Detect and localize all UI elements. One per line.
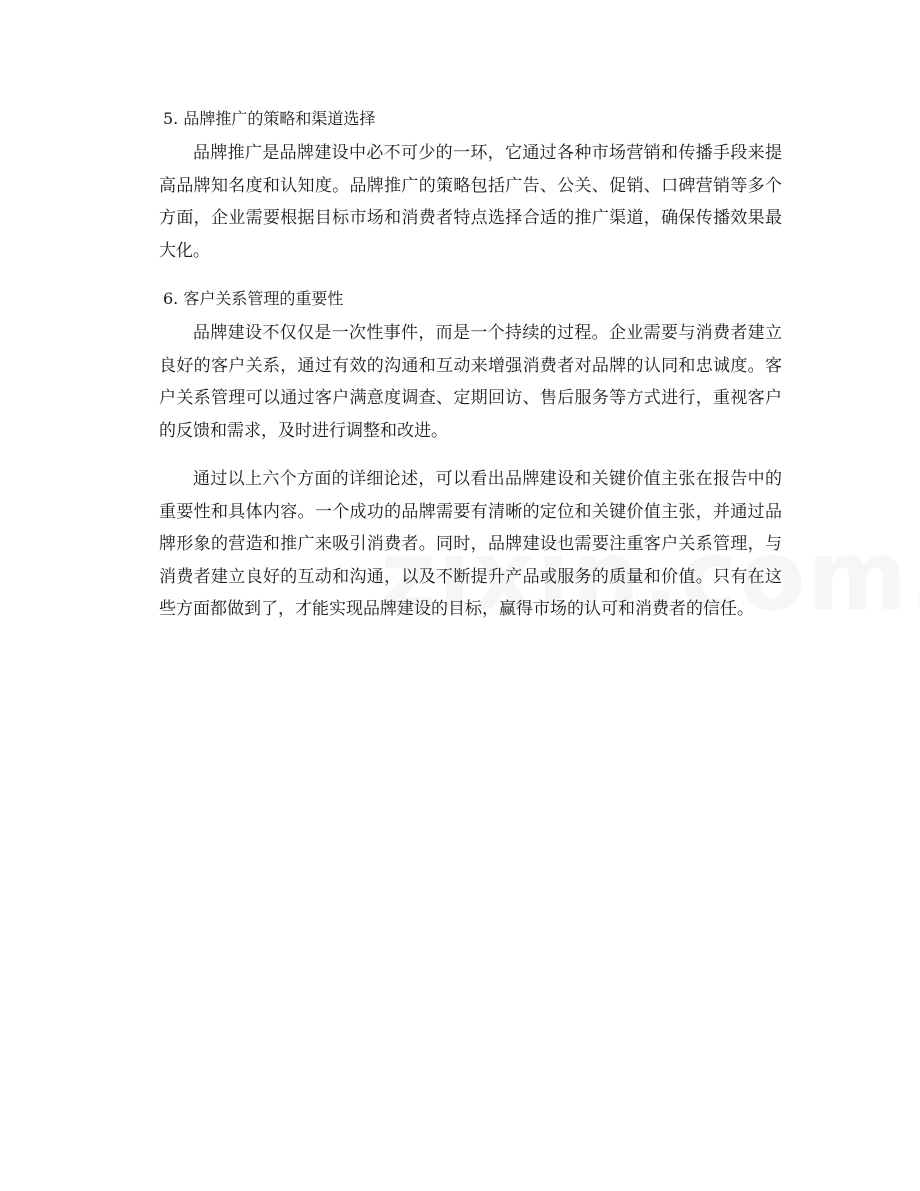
section-paragraph-6: 品牌建设不仅仅是一次性事件，而是一个持续的过程。企业需要与消费者建立良好的客户关系，通过有效的沟通和互动来增强消费者对品牌的认同和忠诚度。客户关系管理可以通过客户满意度调查、定期回访、售后服务等方式进行，重视客户的反馈和需求，及时进行调整和改进。 [159, 323, 782, 441]
document-body [159, 103, 782, 636]
section-paragraph-5: 品牌推广是品牌建设中必不可少的一环，它通过各种市场营销和传播手段来提高品牌知名度和认知度。品牌推广的策略包括广告、公关、促销、口碑营销等多个方面，企业需要根据目标市场和消费者特点选择合适的推广渠道，确保传播效果最大化。 [159, 143, 782, 261]
section-heading-5: 5. 品牌推广的策略和渠道选择 [163, 109, 376, 128]
conclusion-paragraph: 通过以上六个方面的详细论述，可以看出品牌建设和关键价值主张在报告中的重要性和具体内容。一个成功的品牌需要有清晰的定位和关键价值主张，并通过品牌形象的营造和推广来吸引消费者。同时，品牌建设也需要注重客户关系管理，与消费者建立良好的互动和沟通，以及不断提升产品或服务的质量和价值。只有在这些方面都做到了，才能实现品牌建设的目标，赢得市场的认可和消费者的信任。 [159, 469, 782, 619]
section-heading-6: 6. 客户关系管理的重要性 [163, 289, 344, 308]
